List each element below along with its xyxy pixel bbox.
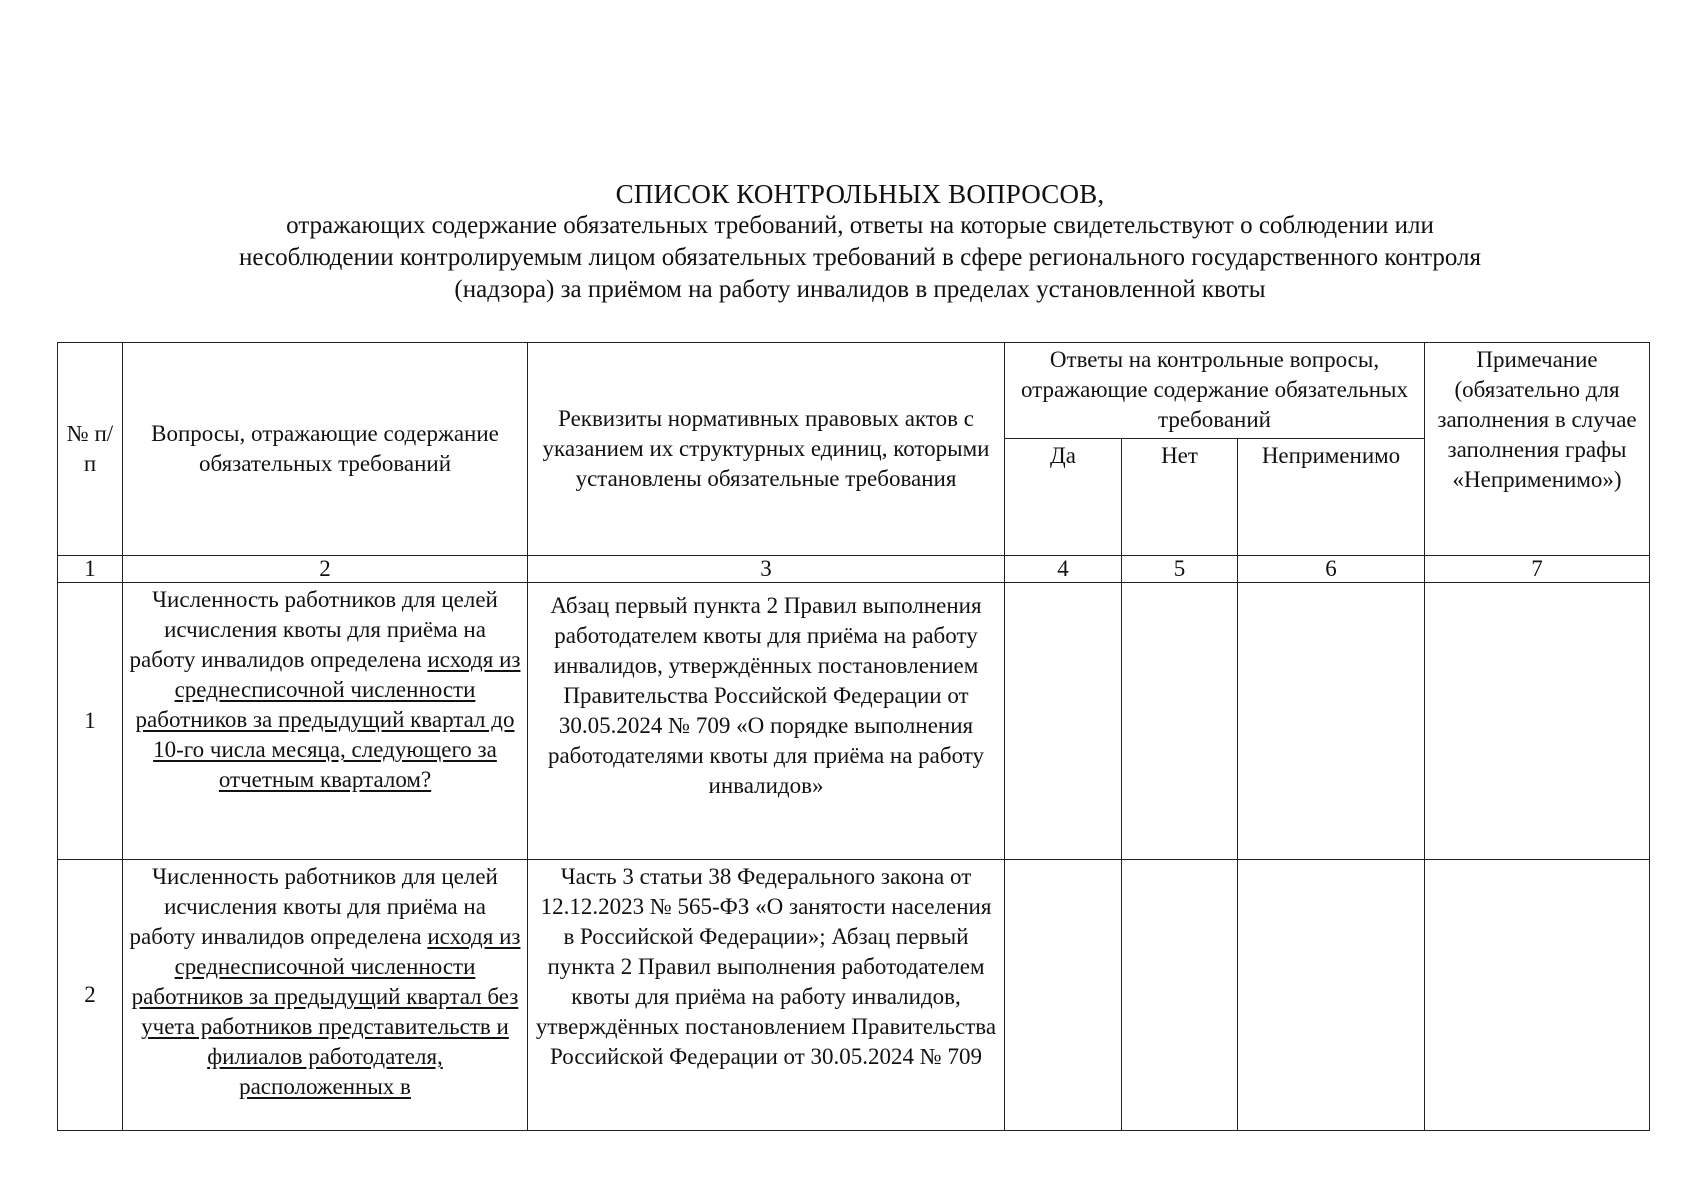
answer-yes-cell[interactable] <box>1005 860 1122 1131</box>
header-row-1 <box>58 343 1650 439</box>
heading-line-1: отражающих содержание обязательных требований, ответы на которые свидетельствуют о соблюдении или <box>286 212 1434 239</box>
heading-line-3: (надзора) за приёмом на работу инвалидов в пределах установленной квоты <box>454 276 1266 303</box>
answer-no-cell[interactable] <box>1122 860 1238 1131</box>
column-numbers-row <box>58 556 1650 583</box>
answer-yes-cell[interactable] <box>1005 583 1122 860</box>
column-number: 6 <box>1238 556 1425 583</box>
column-number: 5 <box>1122 556 1238 583</box>
header-yes: Да <box>1005 438 1122 555</box>
note-cell[interactable] <box>1425 583 1650 860</box>
question-text: Численность работников для целей исчисления квоты для приёма на работу инвалидов определена <box>129 587 498 672</box>
answer-na-cell[interactable] <box>1238 860 1425 1131</box>
question-underlined-text: исходя из среднесписочной численности работников за предыдущий квартал без учета работников представительств и филиалов работодателя, расположенных в <box>131 924 521 1099</box>
header-no: Нет <box>1122 438 1238 555</box>
row-question <box>123 860 528 1131</box>
question-underlined-text: исходя из среднесписочной численности работников за предыдущий квартал до 10-го числа месяца, следующего за отчетным кварталом? <box>135 647 521 792</box>
answer-na-cell[interactable] <box>1238 583 1425 860</box>
column-number: 7 <box>1425 556 1650 583</box>
note-cell[interactable] <box>1425 860 1650 1131</box>
header-num: № п/п <box>58 343 123 556</box>
answer-no-cell[interactable] <box>1122 583 1238 860</box>
header-requisites: Реквизиты нормативных правовых актов с указанием их структурных единиц, которыми установлены обязательные требования <box>528 343 1005 556</box>
heading-line-2: несоблюдении контролируемым лицом обязательных требований в сфере регионального государственного контроля <box>238 244 1482 271</box>
row-number: 1 <box>58 583 123 860</box>
header-note: Примечание (обязательно для заполнения в случае заполнения графы «Неприменимо») <box>1425 343 1650 556</box>
row-requisites: Абзац первый пункта 2 Правил выполнения работодателем квоты для приёма на работу инвалидов, утверждённых постановлением Правительства Российской Федерации от 30.05.2024 № 709 «О порядке выполнения работодателями квоты для приёма на работу инвалидов» <box>528 583 1005 860</box>
header-answers-group: Ответы на контрольные вопросы, отражающие содержание обязательных требований <box>1005 343 1425 439</box>
header-question: Вопросы, отражающие содержание обязательных требований <box>123 343 528 556</box>
column-number: 3 <box>528 556 1005 583</box>
row-requisites: Часть 3 статьи 38 Федерального закона от 12.12.2023 № 565-ФЗ «О занятости населения в Российской Федерации»; Абзац первый пункта 2 Правил выполнения работодателем квоты для приёма на работу инвалидов, утверждённых постановлением Правительства Российской Федерации от 30.05.2024 № 709 <box>528 860 1005 1131</box>
row-number: 2 <box>58 860 123 1131</box>
checklist-table <box>57 342 1650 1131</box>
column-number: 1 <box>58 556 123 583</box>
document-title: СПИСОК КОНТРОЛЬНЫХ ВОПРОСОВ, <box>615 179 1105 209</box>
row-question <box>123 583 528 860</box>
column-number: 4 <box>1005 556 1122 583</box>
table-row <box>58 583 1650 860</box>
table-row <box>58 860 1650 1131</box>
question-text: Численность работников для целей исчисления квоты для приёма на работу инвалидов определена <box>129 864 498 949</box>
column-number: 2 <box>123 556 528 583</box>
document-heading <box>60 178 1660 306</box>
header-na: Неприменимо <box>1238 438 1425 555</box>
